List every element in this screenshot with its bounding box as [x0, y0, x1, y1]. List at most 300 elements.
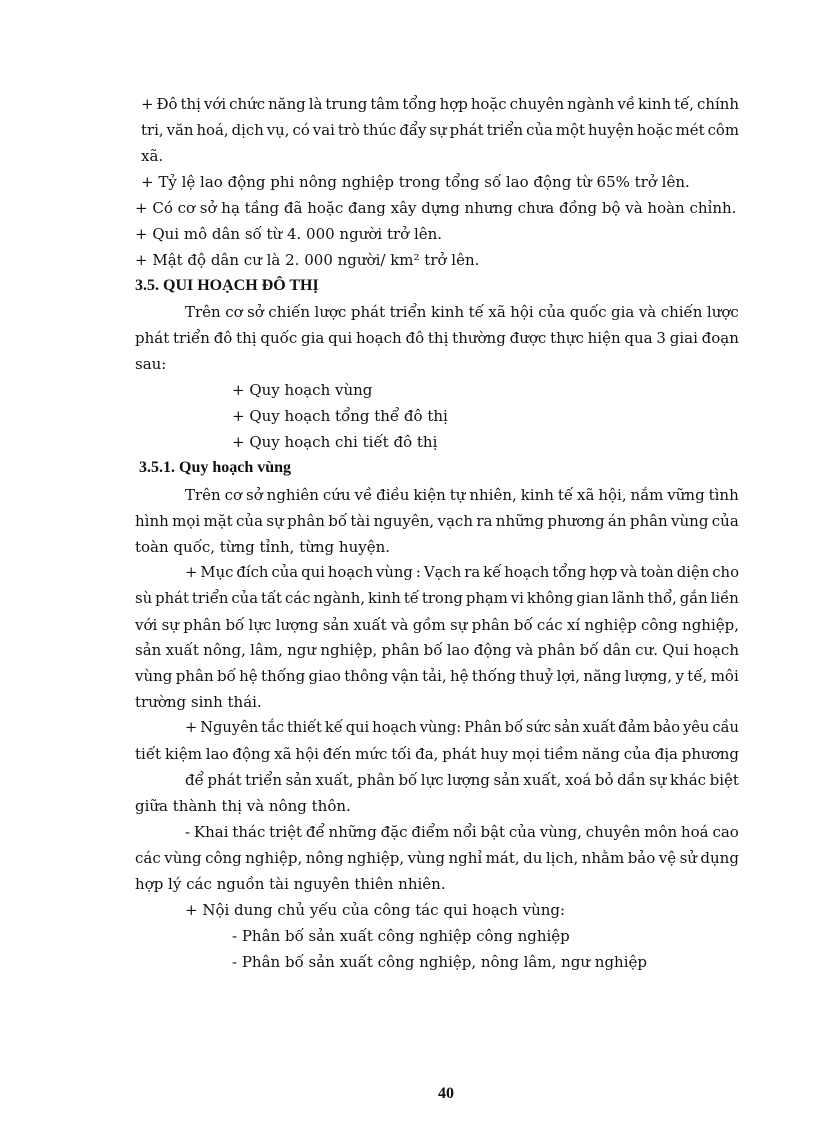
- word: có: [292, 121, 310, 139]
- word: tâm: [370, 95, 400, 113]
- word: đặc: [380, 823, 408, 841]
- word: điểm: [411, 823, 450, 841]
- word: đảm: [618, 719, 651, 736]
- word: sản: [554, 719, 580, 736]
- paragraph-line: [185, 302, 739, 322]
- word: thác: [232, 823, 266, 841]
- word: kế: [483, 564, 502, 581]
- word: năng: [582, 745, 620, 763]
- word: sự: [429, 121, 447, 139]
- word: môi: [710, 667, 739, 685]
- word: lợi,: [556, 667, 580, 685]
- word: bố: [423, 641, 443, 659]
- word: thống: [471, 667, 517, 685]
- word: phương: [681, 745, 739, 763]
- word: chuyên: [585, 823, 641, 841]
- word: Trên: [185, 486, 221, 504]
- word: chiến: [268, 303, 311, 321]
- word: thường: [452, 329, 506, 347]
- subsection-heading: 3.5.1. Quy hoạch vùng: [139, 459, 292, 476]
- word: tắc: [261, 719, 285, 736]
- word: bố: [217, 667, 236, 685]
- word: địa: [654, 745, 678, 763]
- word: sự: [266, 512, 284, 530]
- word: nghiệp,: [245, 849, 303, 867]
- word: hoá: [680, 823, 709, 841]
- word: dụng: [700, 849, 739, 867]
- word: mát,: [485, 849, 520, 867]
- word: lược: [314, 303, 347, 321]
- word: huy: [480, 745, 509, 763]
- word: công: [205, 849, 242, 867]
- word: chính: [697, 95, 739, 113]
- word: vùng: [407, 849, 445, 867]
- word: và: [638, 303, 657, 321]
- word: lượng: [447, 771, 490, 789]
- word: hiện: [587, 329, 621, 347]
- word: thông: [344, 667, 389, 685]
- word: thúc: [362, 121, 397, 139]
- paragraph-line: trường sinh thái.: [135, 693, 262, 711]
- paragraph-line: [185, 563, 739, 583]
- word: lực: [248, 616, 272, 634]
- paragraph-line: [185, 485, 739, 505]
- word: Nguyên: [200, 719, 259, 736]
- word: tiềm: [543, 745, 579, 763]
- paragraph-line: giữa thành thị và nông thôn.: [135, 797, 351, 815]
- word: Khai: [193, 823, 229, 841]
- word: điều: [376, 486, 410, 504]
- word: vận: [391, 667, 419, 685]
- word: gồm: [412, 616, 446, 634]
- word: tri,: [141, 121, 164, 139]
- word: thiết: [286, 719, 322, 736]
- paragraph-line: [135, 744, 739, 764]
- word: triệt: [269, 823, 303, 841]
- word: của: [231, 590, 259, 607]
- word: xã: [577, 486, 595, 504]
- stage-item: + Quy hoạch chi tiết đô thị: [232, 433, 438, 451]
- word: tổng: [552, 564, 587, 581]
- word: giao: [308, 667, 341, 685]
- word: trò: [337, 121, 360, 139]
- word: những: [495, 512, 545, 530]
- word: và: [515, 641, 534, 659]
- word: xuất,: [315, 771, 354, 789]
- word: sự: [161, 616, 179, 634]
- word: tế: [403, 590, 419, 607]
- word: xoá: [564, 771, 592, 789]
- word: vùng: [375, 564, 413, 581]
- word: bảo: [653, 719, 681, 736]
- word: không: [526, 590, 574, 607]
- word: phát: [155, 590, 189, 607]
- stage-item: + Quy hoạch tổng thể đô thị: [232, 407, 448, 425]
- word: hoạch: [372, 719, 417, 736]
- word: lược: [706, 303, 739, 321]
- section-heading: 3.5. QUI HOẠCH ĐÔ THỊ: [135, 277, 319, 294]
- word: kinh: [638, 95, 672, 113]
- criteria-line: [141, 120, 739, 140]
- word: chuyên: [509, 95, 565, 113]
- word: nhằm: [581, 849, 625, 867]
- word: tải,: [422, 667, 447, 685]
- word: yêu: [683, 719, 710, 736]
- word: nghiệp,: [682, 616, 739, 634]
- criteria-line: + Qui mô dân số từ 4. 000 người trở lên.: [135, 225, 443, 243]
- word: lao: [446, 641, 470, 659]
- word: bố: [398, 771, 418, 789]
- word: lãnh: [611, 590, 645, 607]
- word: thuỷ: [519, 667, 554, 685]
- word: bỏ: [594, 771, 614, 789]
- word: văn: [166, 121, 194, 139]
- word: sản: [135, 641, 162, 659]
- word: triển: [173, 329, 210, 347]
- word: để: [305, 823, 325, 841]
- word: vai: [312, 121, 335, 139]
- content-item: - Phân bố sản xuất công nghiệp công nghiệp: [232, 927, 570, 945]
- word: Mục: [200, 564, 234, 581]
- paragraph-line: toàn quốc, từng tỉnh, từng huyện.: [135, 538, 391, 556]
- paragraph-line: [185, 770, 739, 790]
- word: xã: [274, 745, 292, 763]
- word: 3: [656, 329, 666, 347]
- word: qua: [624, 329, 653, 347]
- word: và: [620, 564, 638, 581]
- word: vùng: [135, 667, 173, 685]
- word: cao: [712, 823, 739, 841]
- word: xã: [488, 303, 506, 321]
- word: triển: [389, 303, 427, 321]
- word: các: [135, 849, 161, 867]
- word: giai: [669, 329, 698, 347]
- word: phát: [207, 771, 242, 789]
- word: nhiên,: [469, 486, 517, 504]
- paragraph-line: [135, 511, 739, 531]
- word: sở: [246, 486, 263, 504]
- word: hợp: [439, 95, 468, 113]
- word: xuất: [165, 641, 199, 659]
- word: với: [135, 616, 158, 634]
- word: huyện: [587, 121, 634, 139]
- word: được: [509, 329, 547, 347]
- word: vùng,: [539, 823, 582, 841]
- word: Phân: [464, 719, 502, 736]
- paragraph-line: [135, 848, 739, 868]
- word: bố: [513, 616, 533, 634]
- word: sử: [679, 849, 697, 867]
- word: ngành: [567, 95, 615, 113]
- word: triển: [486, 121, 524, 139]
- word: tế: [557, 486, 574, 504]
- word: phát: [350, 303, 386, 321]
- word: tế,: [687, 667, 708, 685]
- word: tự: [449, 486, 466, 504]
- word: đích: [236, 564, 269, 581]
- word: vững: [667, 486, 705, 504]
- word: bố: [225, 616, 245, 634]
- word: thực: [550, 329, 584, 347]
- word: tình: [708, 486, 739, 504]
- word: hệ: [239, 667, 258, 685]
- paragraph-line: [135, 666, 739, 686]
- word: về: [354, 486, 373, 504]
- word: hoạch: [327, 564, 373, 581]
- word: kế: [324, 719, 343, 736]
- word: nghiệp: [584, 616, 637, 634]
- word: đến: [322, 745, 352, 763]
- criteria-line: xã.: [141, 147, 164, 165]
- word: bố: [504, 719, 523, 736]
- word: gia: [301, 329, 325, 347]
- word: các: [536, 616, 563, 634]
- word: thị: [180, 95, 201, 113]
- content-item: - Phân bố sản xuất công nghiệp, nông lâm, ngư nghiệp: [232, 953, 647, 971]
- word: xuất: [353, 616, 387, 634]
- word: cho: [712, 564, 739, 581]
- paragraph-line: [135, 328, 739, 348]
- word: nghiệp,: [347, 849, 405, 867]
- word: thống: [261, 667, 306, 685]
- word: qui: [301, 564, 325, 581]
- word: biệt: [709, 771, 739, 789]
- word: là: [308, 95, 323, 113]
- word: quốc: [260, 329, 298, 347]
- word: Qui: [662, 641, 690, 659]
- word: qui: [345, 719, 370, 736]
- word: động: [473, 641, 512, 659]
- word: các: [284, 590, 311, 607]
- word: về: [617, 95, 636, 113]
- word: liền: [710, 590, 739, 607]
- word: vùng: [671, 512, 709, 530]
- word: chiến: [660, 303, 703, 321]
- word: tối: [391, 745, 412, 763]
- word: kinh: [430, 303, 465, 321]
- word: mọi: [172, 512, 201, 530]
- word: sự: [649, 771, 667, 789]
- word: phạm: [465, 590, 508, 607]
- word: vụ,: [266, 121, 290, 139]
- word: để: [185, 771, 204, 789]
- word: bật: [480, 823, 506, 841]
- word: phát: [449, 121, 484, 139]
- word: Đô: [156, 95, 178, 113]
- word: dần: [617, 771, 646, 789]
- word: môn: [644, 823, 678, 841]
- word: của: [538, 303, 566, 321]
- criteria-line: + Tỷ lệ lao động phi nông nghiệp trong tổng số lao động từ 65% trở lên.: [141, 173, 690, 191]
- word: sự: [450, 616, 468, 634]
- word: khác: [669, 771, 707, 789]
- word: toàn: [640, 564, 674, 581]
- word: bảo: [627, 849, 656, 867]
- word: trung: [325, 95, 368, 113]
- word: năng: [268, 95, 306, 113]
- word: triển: [191, 590, 229, 607]
- paragraph-line: [185, 718, 739, 738]
- word: của: [526, 121, 553, 139]
- word: và: [390, 616, 409, 634]
- word: án: [607, 512, 627, 530]
- word: nắm: [630, 486, 664, 504]
- word: :: [415, 564, 421, 581]
- word: phân: [381, 641, 420, 659]
- word: sản: [322, 616, 350, 634]
- word: Trên: [185, 303, 221, 321]
- word: nghiệp,: [320, 641, 378, 659]
- word: kiện: [413, 486, 446, 504]
- word: mức: [355, 745, 388, 763]
- word: nghỉ: [448, 849, 483, 867]
- word: năng: [583, 667, 622, 685]
- word: xuất: [582, 719, 616, 736]
- word: của: [711, 512, 739, 530]
- word: đa,: [415, 745, 439, 763]
- word: nông: [305, 849, 344, 867]
- word: lịch,: [545, 849, 579, 867]
- word: nông,: [203, 641, 246, 659]
- paragraph-line: sau:: [135, 355, 167, 373]
- word: +: [141, 95, 154, 113]
- word: xuất,: [523, 771, 562, 789]
- word: hoá,: [196, 121, 229, 139]
- word: của: [623, 745, 651, 763]
- word: cơ: [225, 303, 243, 321]
- word: thị: [236, 329, 257, 347]
- word: triển: [245, 771, 283, 789]
- word: tiết: [135, 745, 162, 763]
- word: lượng,: [624, 667, 673, 685]
- word: bố: [328, 512, 348, 530]
- word: mọi: [511, 745, 541, 763]
- word: ra: [476, 512, 493, 530]
- word: tế,: [674, 95, 694, 113]
- word: phân: [537, 641, 576, 659]
- word: sù: [135, 590, 153, 607]
- word: tổng: [402, 95, 437, 113]
- word: y: [675, 667, 684, 685]
- word: những: [328, 823, 377, 841]
- word: qui: [328, 329, 353, 347]
- paragraph-line: [135, 589, 739, 609]
- word: thổ,: [647, 590, 677, 607]
- word: xí: [566, 616, 581, 634]
- word: hoạch: [693, 641, 739, 659]
- word: gắn: [679, 590, 708, 607]
- word: sức: [525, 719, 552, 736]
- word: cứu: [322, 486, 351, 504]
- word: vi: [510, 590, 524, 607]
- word: lực: [420, 771, 444, 789]
- word: mặt: [203, 512, 233, 530]
- word: ra: [464, 564, 481, 581]
- word: kinh: [520, 486, 554, 504]
- word: trong: [421, 590, 463, 607]
- word: hoặc: [470, 95, 507, 113]
- word: đoạn: [701, 329, 739, 347]
- word: của: [271, 564, 299, 581]
- paragraph-line: [185, 822, 739, 842]
- word: phân: [287, 512, 325, 530]
- word: của: [508, 823, 536, 841]
- word: phát: [135, 329, 170, 347]
- word: lượng: [275, 616, 319, 634]
- word: phát: [442, 745, 477, 763]
- word: phân: [357, 771, 395, 789]
- word: vùng:: [419, 719, 462, 736]
- word: hội: [295, 745, 319, 763]
- word: cầu: [712, 719, 739, 736]
- content-heading: + Nội dung chủ yếu của công tác qui hoạch vùng:: [185, 901, 566, 919]
- paragraph-line: [135, 615, 739, 635]
- word: sở: [247, 303, 264, 321]
- word: phương: [547, 512, 605, 530]
- word: phân: [471, 616, 510, 634]
- word: -: [185, 823, 191, 841]
- paragraph-line: hợp lý các nguồn tài nguyên thiên nhiên.: [135, 875, 446, 893]
- word: tài: [350, 512, 371, 530]
- word: gian: [576, 590, 609, 607]
- word: hình: [135, 512, 169, 530]
- criteria-line: [141, 94, 739, 114]
- word: +: [185, 719, 198, 736]
- word: cư.: [635, 641, 659, 659]
- word: hợp: [589, 564, 618, 581]
- word: ngư: [287, 641, 317, 659]
- word: du: [523, 849, 543, 867]
- word: hội: [510, 303, 534, 321]
- paragraph-line: [135, 640, 739, 660]
- word: hội,: [598, 486, 627, 504]
- word: phân: [175, 667, 214, 685]
- word: thị: [427, 329, 449, 347]
- page-number: 40: [438, 1085, 454, 1102]
- word: kiệm: [164, 745, 202, 763]
- word: phân: [629, 512, 668, 530]
- word: mét: [675, 121, 705, 139]
- word: đẩy: [399, 121, 427, 139]
- word: quốc: [569, 303, 607, 321]
- word: vệ: [658, 849, 677, 867]
- word: côm: [707, 121, 739, 139]
- word: dân: [602, 641, 631, 659]
- stage-item: + Quy hoạch vùng: [232, 381, 373, 399]
- word: vạch: [437, 512, 473, 530]
- word: diện: [676, 564, 710, 581]
- word: hoạch: [504, 564, 550, 581]
- word: vùng: [164, 849, 202, 867]
- word: nghiên: [266, 486, 319, 504]
- word: hoạch: [355, 329, 402, 347]
- word: nổi: [453, 823, 477, 841]
- word: chức: [229, 95, 266, 113]
- word: động: [232, 745, 271, 763]
- word: Vạch: [423, 564, 462, 581]
- word: của: [236, 512, 264, 530]
- word: gia: [611, 303, 635, 321]
- word: sản: [285, 771, 312, 789]
- word: hoặc: [636, 121, 673, 139]
- word: cơ: [224, 486, 243, 504]
- word: đô: [213, 329, 233, 347]
- word: với: [203, 95, 227, 113]
- word: nguyên,: [373, 512, 435, 530]
- word: một: [555, 121, 585, 139]
- word: kinh: [368, 590, 401, 607]
- criteria-line: + Mật độ dân cư là 2. 000 người/ km² trở lên.: [135, 251, 480, 269]
